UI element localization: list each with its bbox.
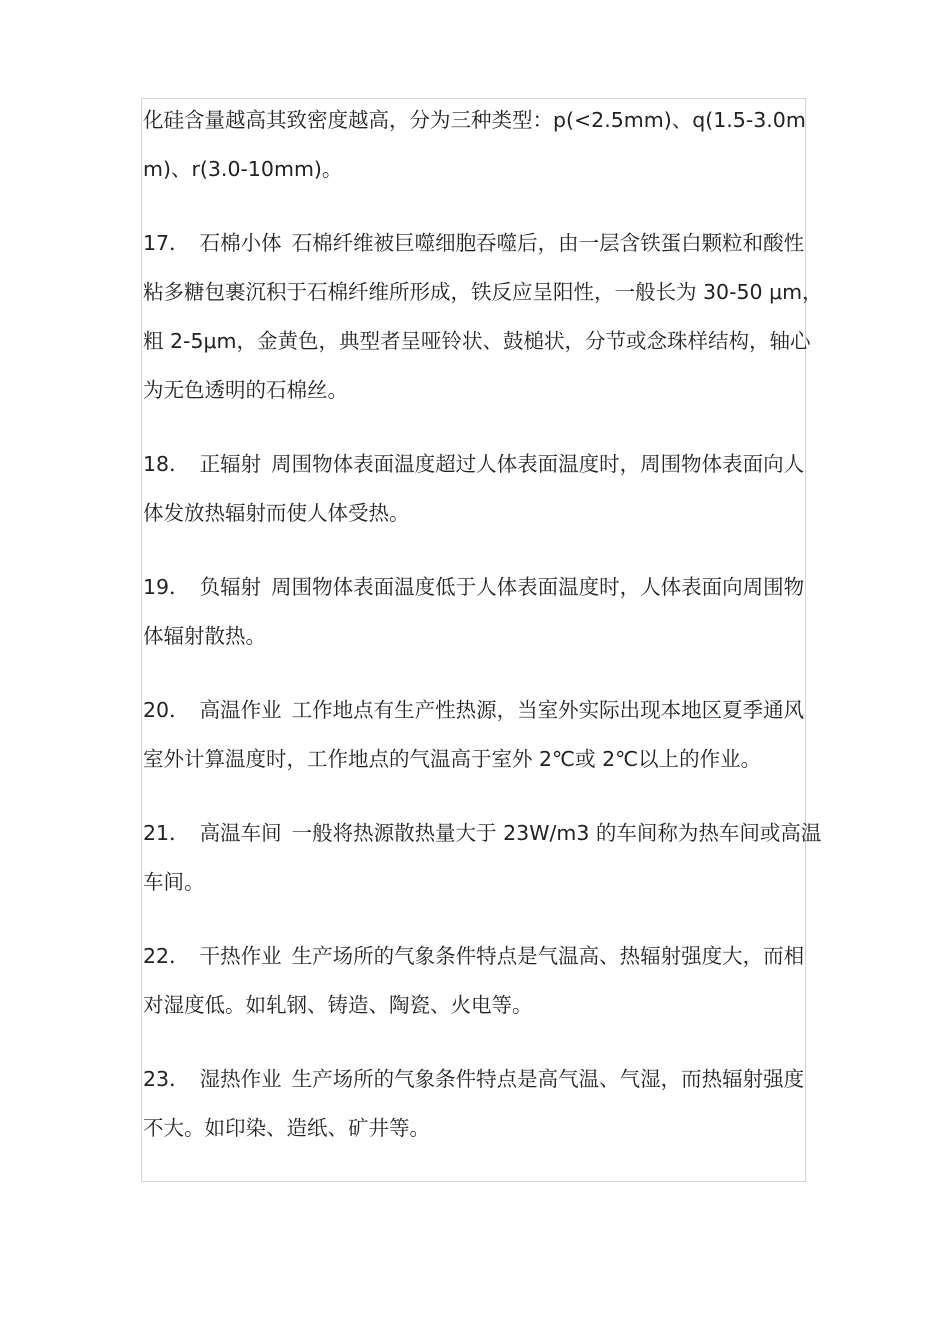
intro-text: 化硅含量越高其致密度越高，分为三种类型：p(<2.5mm)、q(1.5-3.0mm)、r(3.0-10mm)。 (143, 108, 806, 181)
entry-18 (143, 440, 823, 538)
entry-term: 干热作业 (199, 944, 282, 968)
entry-term: 湿热作业 (199, 1067, 282, 1091)
intro-paragraph (143, 96, 823, 194)
document-body (143, 96, 823, 1178)
entry-20 (143, 686, 823, 784)
entry-term: 高温车间 (199, 821, 282, 845)
entry-term: 正辐射 (199, 452, 262, 476)
entry-term: 负辐射 (199, 575, 262, 599)
entry-number: 22． (143, 944, 190, 968)
entry-number: 23． (143, 1067, 190, 1091)
entry-number: 21． (143, 821, 190, 845)
entry-19 (143, 563, 823, 661)
entry-definition: 周围物体表面温度低于人体表面温度时，人体表面向周围物体辐射散热。 (143, 575, 805, 648)
entry-definition: 周围物体表面温度超过人体表面温度时，周围物体表面向人体发放热辐射而使人体受热。 (143, 452, 805, 525)
entry-definition: 一般将热源散热量大于 23W/m3 的车间称为热车间或高温车间。 (143, 821, 822, 894)
entry-definition: 生产场所的气象条件特点是高气温、气湿，而热辐射强度不大。如印染、造纸、矿井等。 (143, 1067, 805, 1140)
entry-term: 石棉小体 (199, 231, 282, 255)
entry-term: 高温作业 (199, 698, 282, 722)
entry-17 (143, 219, 823, 415)
entry-number: 19． (143, 575, 190, 599)
entry-definition: 生产场所的气象条件特点是气温高、热辐射强度大，而相对湿度低。如轧钢、铸造、陶瓷、火电等。 (143, 944, 805, 1017)
entry-definition: 石棉纤维被巨噬细胞吞噬后，由一层含铁蛋白颗粒和酸性粘多糖包裹沉积于石棉纤维所形成，铁反应呈阳性，一般长为 30-50 μm，粗 2-5μm，金黄色，典型者呈哑铃状、鼓槌状，分节或念珠样结构，轴心为无色透明的石棉丝。 (143, 231, 823, 402)
entry-number: 18． (143, 452, 190, 476)
entry-23 (143, 1055, 823, 1153)
entry-22 (143, 932, 823, 1030)
entry-definition: 工作地点有生产性热源，当室外实际出现本地区夏季通风室外计算温度时，工作地点的气温高于室外 2℃或 2℃以上的作业。 (143, 698, 805, 771)
entry-number: 20． (143, 698, 190, 722)
entry-21 (143, 809, 823, 907)
entry-number: 17． (143, 231, 190, 255)
